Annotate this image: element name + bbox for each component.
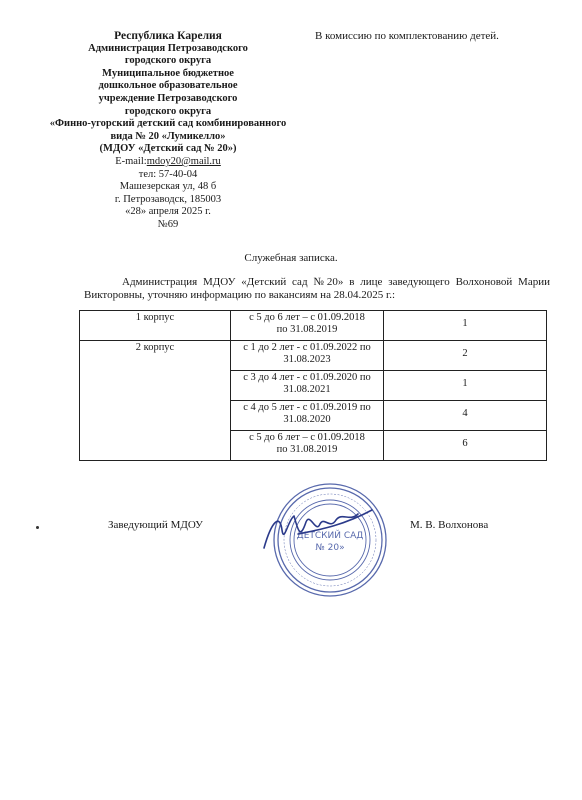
age-group-cell bbox=[231, 311, 384, 341]
header-line-institution-type-2: дошкольное образовательное bbox=[98, 80, 238, 92]
stamp-center-line: ДЕТСКИЙ САД bbox=[296, 531, 364, 541]
vacancy-count-cell: 4 bbox=[384, 401, 547, 431]
table-row bbox=[80, 341, 547, 371]
header-line-city-district-2: городского округа bbox=[124, 105, 212, 117]
age-group-cell bbox=[231, 401, 384, 431]
age-range-line: с 5 до 6 лет – с 01.09.2018 bbox=[249, 432, 365, 443]
age-range-line: с 1 до 2 лет - с 01.09.2022 по bbox=[243, 342, 371, 353]
header-line-institution-type-3: учреждение Петрозаводского bbox=[98, 92, 238, 104]
stamp-center-line: № 20» bbox=[315, 543, 345, 553]
memo-body bbox=[84, 276, 550, 302]
header-line-short-name: (МДОУ «Детский сад № 20») bbox=[99, 143, 237, 155]
age-range-line: 31.08.2023 bbox=[283, 354, 331, 365]
memo-title: Служебная записка. bbox=[244, 252, 338, 264]
memo-paragraph: Администрация МДОУ «Детский сад №20» в лице заведующего Волхоновой Марии Викторовны, уточняю информацию по вакансиям на 28.04.2025 г.: bbox=[84, 276, 550, 301]
age-group-cell bbox=[231, 431, 384, 461]
age-range-line: по 31.08.2019 bbox=[276, 324, 338, 335]
age-group-cell bbox=[231, 371, 384, 401]
age-range-line: 31.08.2020 bbox=[283, 414, 331, 425]
vacancy-count-cell: 6 bbox=[384, 431, 547, 461]
age-range-line: с 3 до 4 лет - с 01.09.2020 по bbox=[243, 372, 371, 383]
header-line-full-name: «Финно-угорский детский сад комбинированного bbox=[49, 118, 287, 130]
vacancies-table bbox=[79, 310, 547, 461]
header-phone: тел: 57-40-04 bbox=[138, 168, 198, 180]
addressee: В комиссию по комплектованию детей. bbox=[315, 30, 499, 42]
signer-name: М. В. Волхонова bbox=[410, 519, 489, 531]
building-cell: 2 корпус bbox=[80, 341, 231, 461]
organization-header bbox=[38, 30, 298, 232]
vacancy-count-cell: 1 bbox=[384, 371, 547, 401]
vacancy-count-cell: 2 bbox=[384, 341, 547, 371]
email-link[interactable]: mdoy20@mail.ru bbox=[146, 155, 221, 167]
header-line-full-name-2: вида № 20 «Лумикелло» bbox=[110, 130, 226, 142]
header-email-line bbox=[38, 156, 298, 169]
header-number: №69 bbox=[157, 218, 179, 230]
header-city: г. Петрозаводск, 185003 bbox=[114, 193, 222, 205]
header-street: Машезерская ул, 48 б bbox=[119, 181, 217, 193]
age-range-line: по 31.08.2019 bbox=[276, 444, 338, 455]
building-cell: 1 корпус bbox=[80, 311, 231, 341]
header-line-administration: Администрация Петрозаводского bbox=[88, 42, 248, 54]
header-line-republic: Республика Карелия bbox=[114, 30, 222, 42]
age-range-line: с 4 до 5 лет - с 01.09.2019 по bbox=[243, 402, 371, 413]
age-group-cell bbox=[231, 341, 384, 371]
handwritten-signature bbox=[258, 500, 378, 560]
header-date: «28» апреля 2025 г. bbox=[125, 206, 211, 218]
header-line-institution-type: Муниципальное бюджетное bbox=[102, 67, 234, 79]
vacancy-count-cell: 1 bbox=[384, 311, 547, 341]
table-row bbox=[80, 311, 547, 341]
header-line-city-district: городского округа bbox=[124, 55, 212, 67]
margin-dot bbox=[36, 526, 39, 529]
age-range-line: с 5 до 6 лет – с 01.09.2018 bbox=[249, 312, 365, 323]
age-range-line: 31.08.2021 bbox=[283, 384, 331, 395]
signer-title: Заведующий МДОУ bbox=[108, 519, 203, 531]
email-label: E-mail: bbox=[115, 155, 147, 167]
